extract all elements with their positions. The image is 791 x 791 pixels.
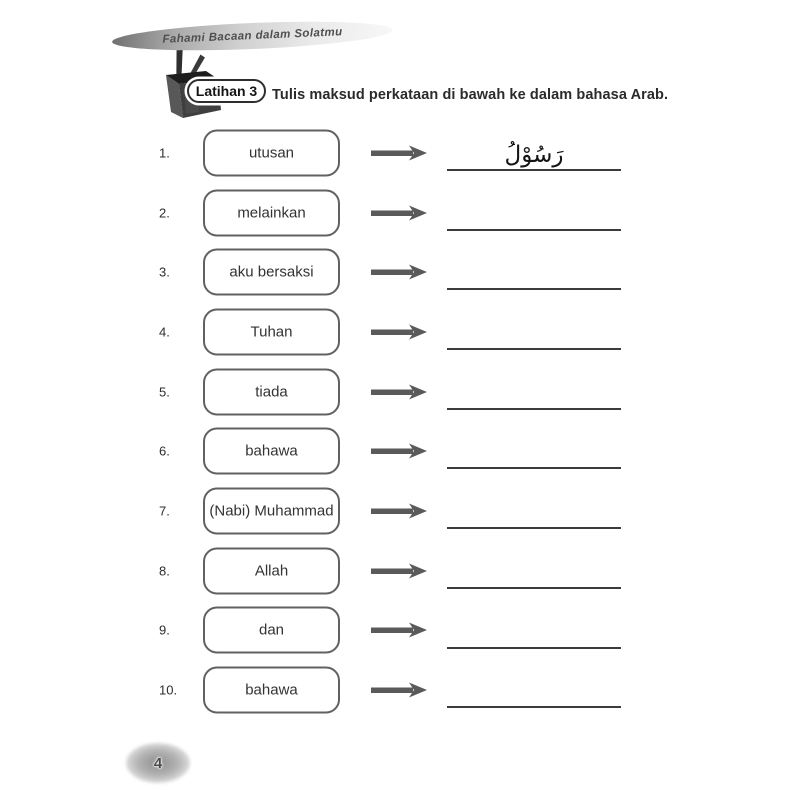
word-box: aku bersaksi — [203, 249, 340, 296]
worksheet-rows — [0, 123, 791, 720]
word-box: Allah — [203, 547, 340, 594]
exercise-badge — [187, 79, 266, 103]
answer-line — [447, 481, 621, 529]
item-number: 1. — [159, 145, 170, 161]
answer-line — [447, 421, 621, 469]
item-number: 8. — [159, 563, 170, 579]
arrow-icon — [370, 442, 428, 460]
arrow-icon — [370, 323, 428, 341]
answer-line — [447, 123, 621, 171]
worksheet-row — [0, 660, 791, 720]
answer-line — [447, 242, 621, 290]
worksheet-row — [0, 421, 791, 481]
worksheet-row — [0, 481, 791, 541]
item-number: 3. — [159, 264, 170, 280]
answer-line — [447, 302, 621, 350]
answer-text-arabic: رَسُوْلُ — [504, 141, 564, 168]
item-number: 5. — [159, 384, 170, 400]
item-number: 2. — [159, 205, 170, 221]
worksheet-row — [0, 601, 791, 661]
item-number: 4. — [159, 324, 170, 340]
exercise-badge-label: Latihan 3 — [195, 83, 258, 99]
arrow-icon — [370, 502, 428, 520]
arrow-icon — [370, 144, 428, 162]
arrow-icon — [370, 621, 428, 639]
word-box: (Nabi) Muhammad — [203, 487, 340, 534]
item-number: 9. — [159, 622, 170, 638]
answer-line — [447, 601, 621, 649]
worksheet-row — [0, 302, 791, 362]
answer-line — [447, 660, 621, 708]
answer-line — [447, 362, 621, 410]
worksheet-row — [0, 242, 791, 302]
chapter-title: Fahami Bacaan dalam Solatmu — [162, 26, 343, 46]
word-box: Tuhan — [203, 308, 340, 355]
worksheet-row — [0, 362, 791, 422]
worksheet-row — [0, 123, 791, 183]
item-number: 7. — [159, 503, 170, 519]
arrow-icon — [370, 562, 428, 580]
answer-line — [447, 183, 621, 231]
arrow-icon — [370, 681, 428, 699]
arrow-icon — [370, 383, 428, 401]
answer-line — [447, 541, 621, 589]
arrow-icon — [370, 204, 428, 222]
page-number: 4 — [153, 754, 163, 772]
item-number: 6. — [159, 443, 170, 459]
word-box: bahawa — [203, 667, 340, 714]
item-number: 10. — [159, 682, 178, 698]
instruction-text: Tulis maksud perkataan di bawah ke dalam bahasa Arab. — [272, 87, 669, 103]
word-box: utusan — [203, 129, 340, 176]
word-box: melainkan — [203, 189, 340, 236]
worksheet-row — [0, 183, 791, 243]
word-box: dan — [203, 607, 340, 654]
worksheet-row — [0, 541, 791, 601]
arrow-icon — [370, 263, 428, 281]
word-box: bahawa — [203, 428, 340, 475]
word-box: tiada — [203, 368, 340, 415]
